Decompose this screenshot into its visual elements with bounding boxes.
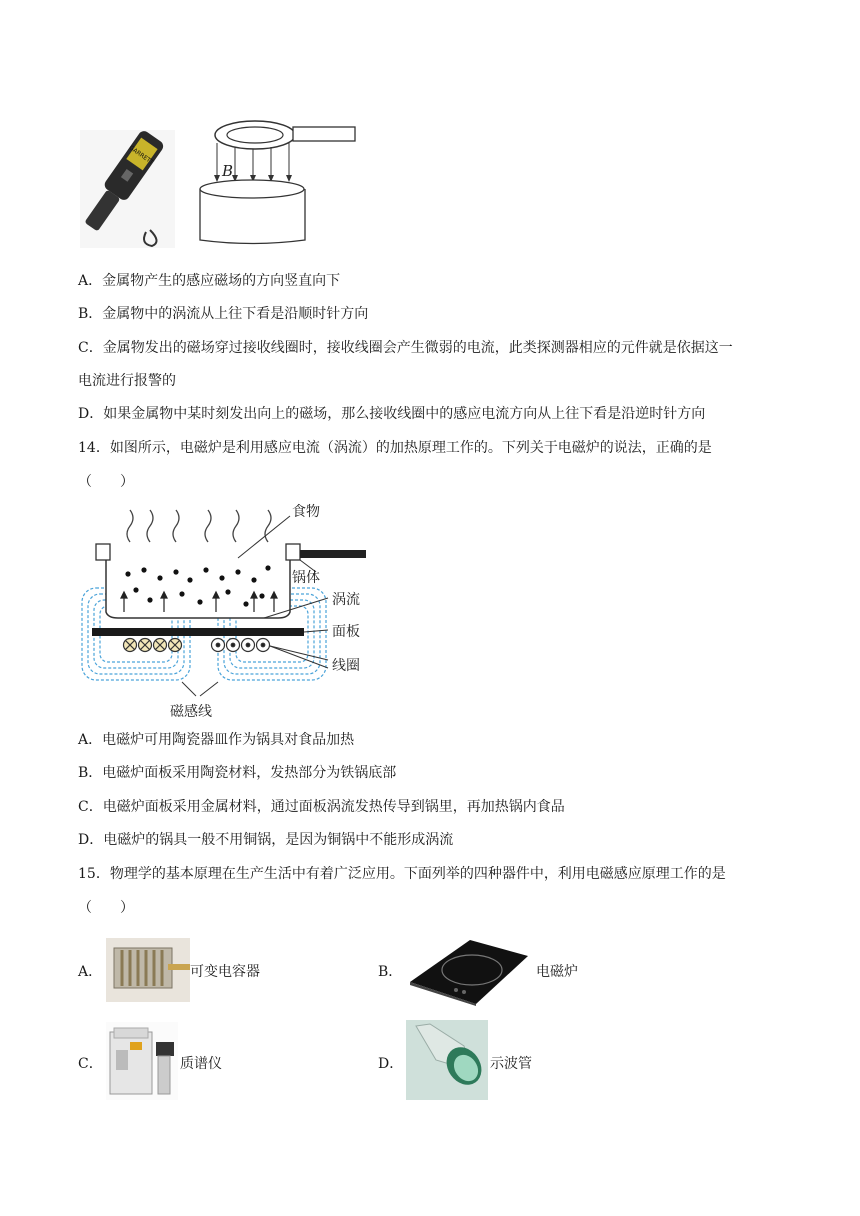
q14-stem: 14．如图所示，电磁炉是利用感应电流（涡流）的加热原理工作的。下列关于电磁炉的说法，正确的是 bbox=[78, 440, 712, 456]
q15-choice-c-letter: C． bbox=[78, 1056, 103, 1072]
q14-option-b: B．电磁炉面板采用陶瓷材料，发热部分为铁锅底部 bbox=[78, 765, 397, 781]
q15-choice-a-name: 可变电容器 bbox=[190, 964, 260, 980]
brand-text: GARRETT bbox=[127, 144, 155, 167]
label-pot: 锅体 bbox=[292, 570, 320, 586]
q15-bracket: （ ） bbox=[78, 900, 134, 916]
q13-option-b: B．金属物中的涡流从上往下看是沿顺时针方向 bbox=[78, 306, 369, 322]
q13-option-d: D．如果金属物中某时刻发出向上的磁场，那么接收线圈中的感应电流方向从上往下看是沿逆时针方向 bbox=[78, 406, 706, 422]
q14-bracket: （ ） bbox=[78, 474, 134, 490]
q15-choice-b-letter: B． bbox=[378, 964, 403, 980]
q15-choice-a-letter: A． bbox=[78, 964, 103, 980]
q13-option-a: A．金属物产生的感应磁场的方向竖直向下 bbox=[78, 273, 341, 289]
q15-stem: 15．物理学的基本原理在生产生活中有着广泛应用。下面列举的四种器件中，利用电磁感应原理工作的是 bbox=[78, 866, 726, 882]
label-coil: 线圈 bbox=[332, 658, 360, 674]
q15-choice-b-name: 电磁炉 bbox=[536, 964, 578, 980]
q15-choice-c-name: 质谱仪 bbox=[180, 1056, 222, 1072]
label-field-lines: 磁感线 bbox=[170, 704, 212, 720]
q14-option-a: A．电磁炉可用陶瓷器皿作为锅具对食品加热 bbox=[78, 732, 355, 748]
q15-choice-d-name: 示波管 bbox=[490, 1056, 532, 1072]
q15-choice-d-letter: D． bbox=[378, 1056, 404, 1072]
variable-capacitor-photo bbox=[106, 938, 190, 1002]
q14-option-d: D．电磁炉的锅具一般不用铜锅，是因为铜锅中不能形成涡流 bbox=[78, 832, 454, 848]
q13-option-c: C．金属物发出的磁场穿过接收线圈时，接收线圈会产生微弱的电流，此类探测器相应的元件就是依据这一 bbox=[78, 340, 733, 356]
q14-option-c: C．电磁炉面板采用金属材料，通过面板涡流发热传导到锅里，再加热锅内食品 bbox=[78, 799, 565, 815]
label-food: 食物 bbox=[292, 504, 320, 520]
label-eddy: 涡流 bbox=[332, 592, 360, 608]
induction-cooker-diagram bbox=[78, 500, 378, 720]
label-panel: 面板 bbox=[332, 624, 360, 640]
mass-spectrometer-photo bbox=[106, 1022, 178, 1100]
detector-coil-diagram bbox=[195, 115, 360, 245]
induction-cooker-photo bbox=[400, 934, 530, 1006]
metal-detector-photo bbox=[80, 130, 175, 248]
oscilloscope-tube-photo bbox=[406, 1020, 488, 1100]
q13-option-c-cont: 电流进行报警的 bbox=[78, 373, 176, 389]
b-field-label: B bbox=[222, 162, 234, 180]
